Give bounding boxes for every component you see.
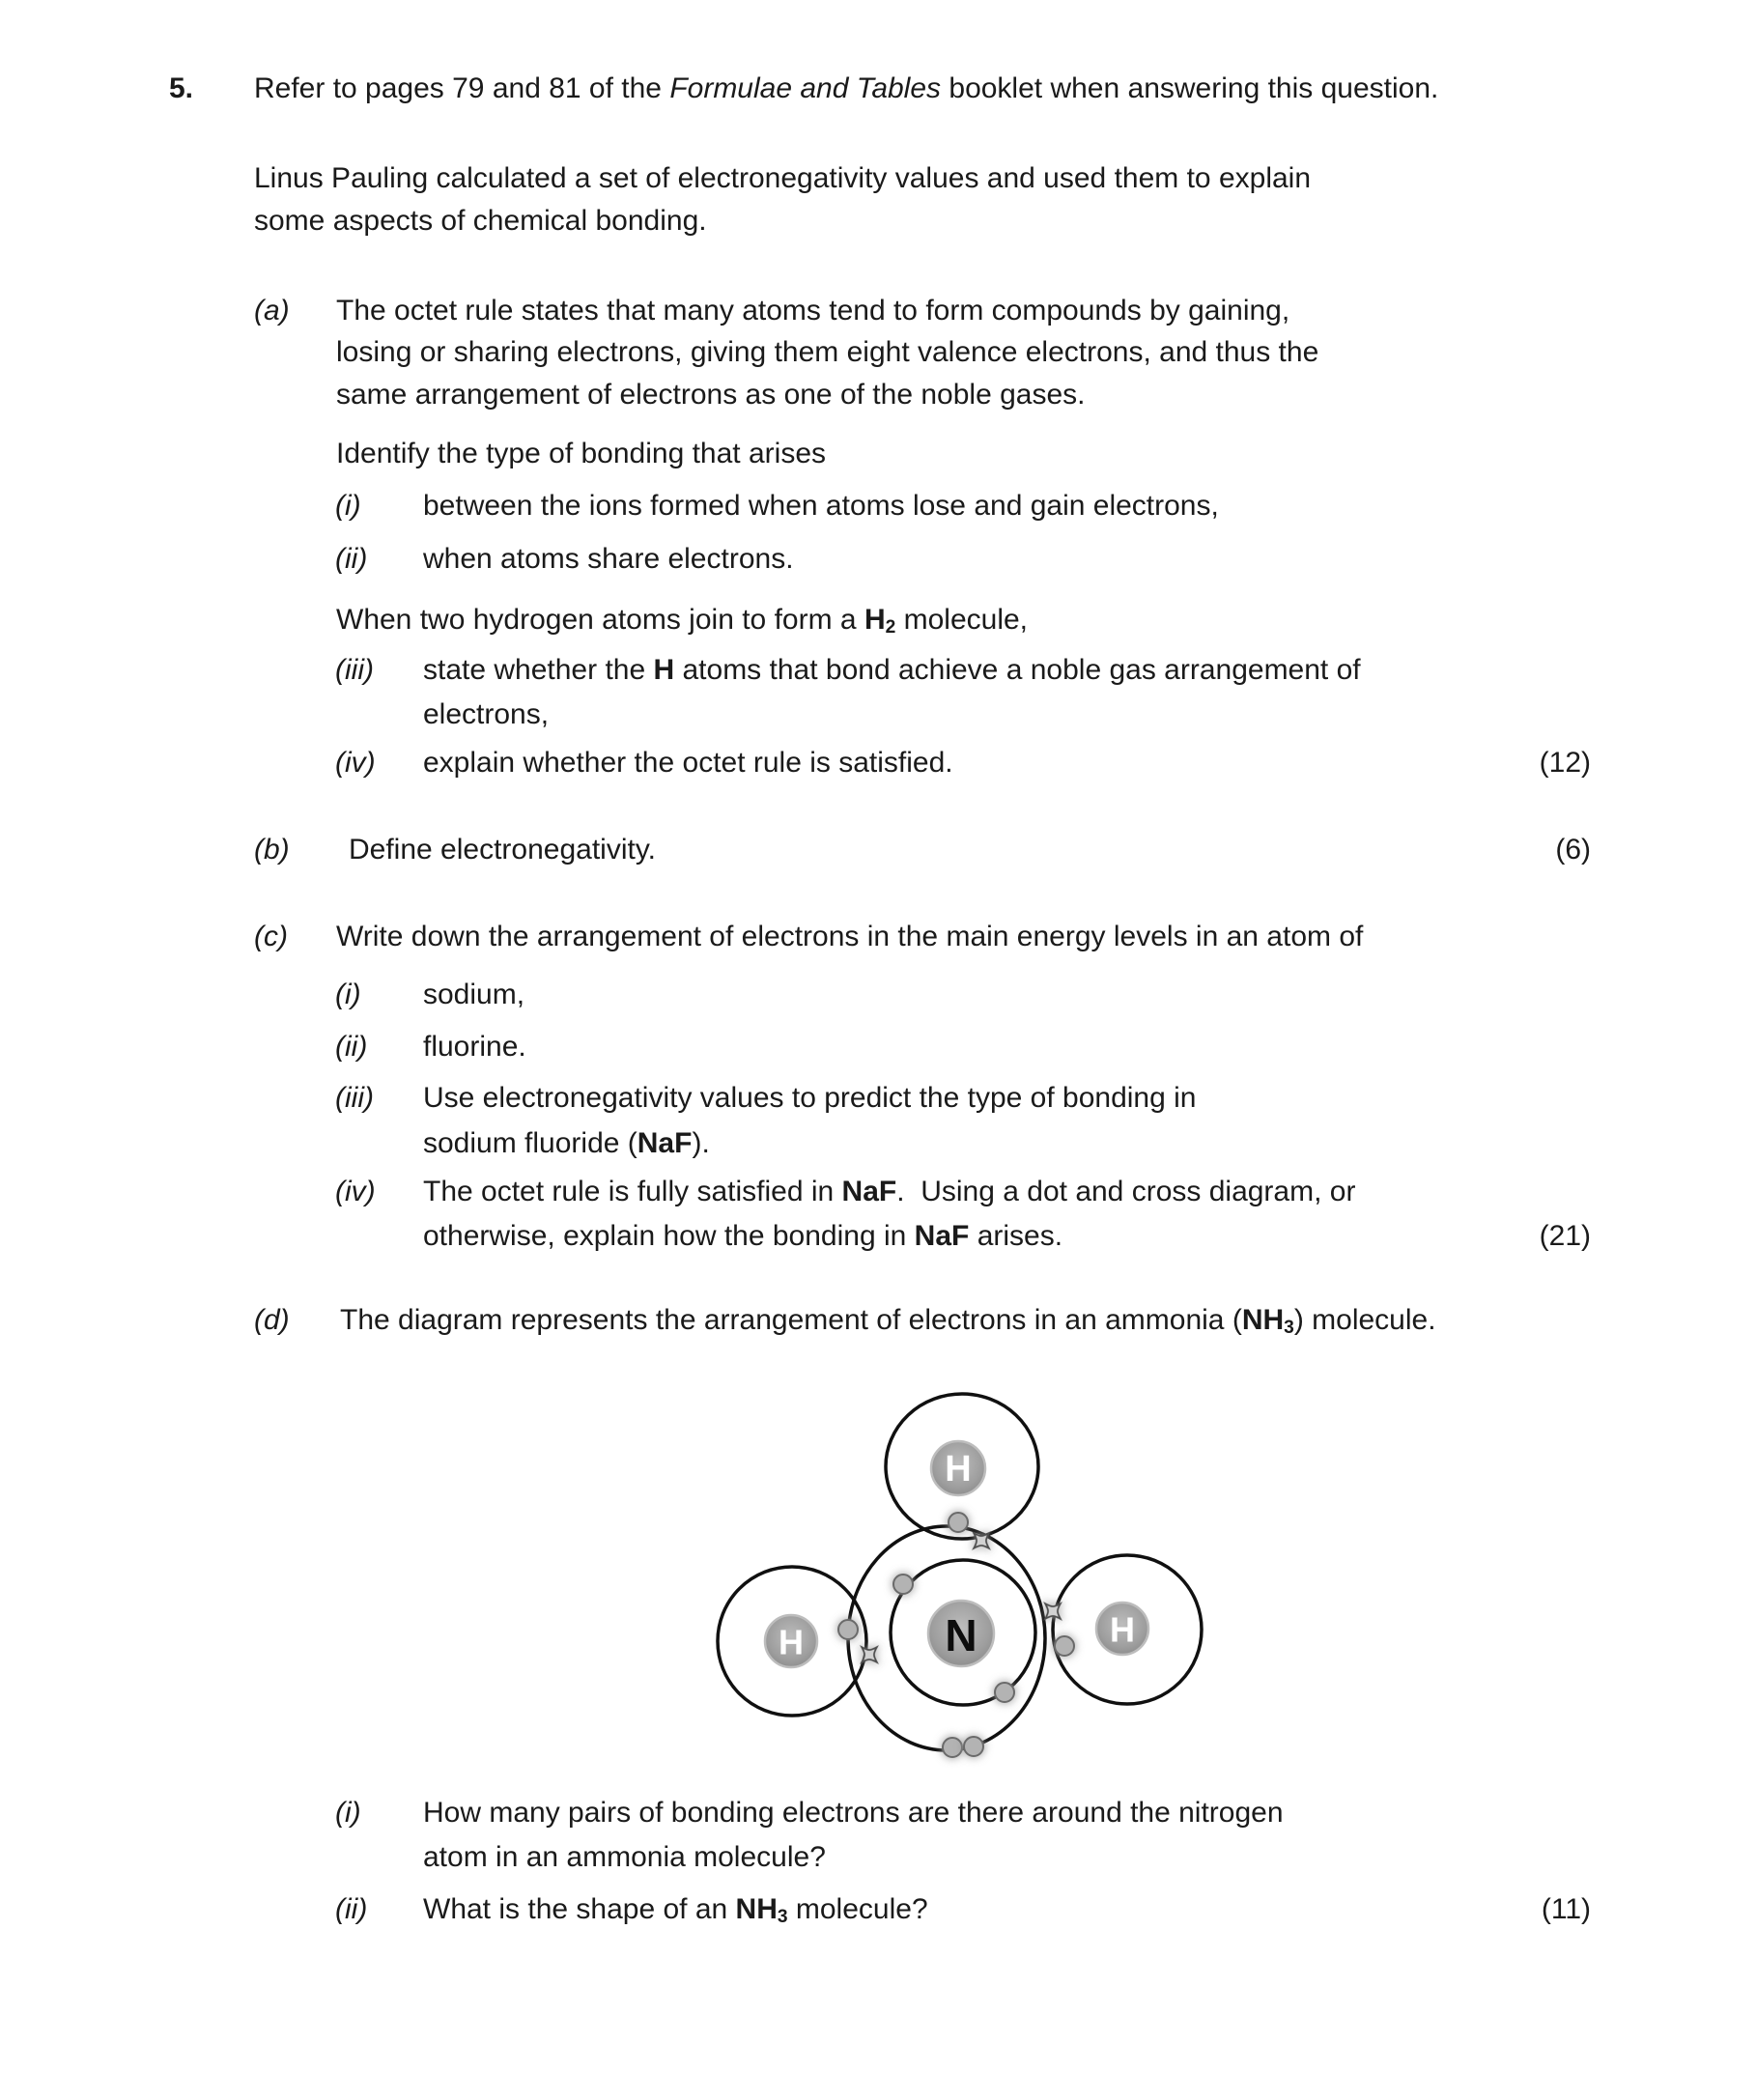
item-marker-iii: (iii) bbox=[335, 654, 374, 686]
text-line: when atoms share electrons. bbox=[423, 543, 794, 575]
part-d-item-i-line-2 bbox=[0, 1841, 1756, 1886]
item-marker-i: (i) bbox=[335, 1797, 361, 1829]
part-a-line-2 bbox=[0, 336, 1756, 381]
bond-electron-dot bbox=[1055, 1636, 1074, 1656]
item-marker-ii: (ii) bbox=[335, 1031, 368, 1063]
item-marker-ii: (ii) bbox=[335, 543, 368, 575]
marks-part-b: (6) bbox=[1555, 834, 1591, 866]
text-line: electrons, bbox=[423, 698, 550, 730]
nitrogen-inner-electron-dot bbox=[995, 1683, 1014, 1702]
part-a-hydrogen-line bbox=[0, 604, 1756, 648]
part-marker-b: (b) bbox=[254, 834, 290, 866]
text-line: some aspects of chemical bonding. bbox=[254, 205, 707, 237]
part-a-item-iv bbox=[0, 747, 1756, 791]
marks-part-c: (21) bbox=[1539, 1220, 1591, 1252]
hydrogen-left-label: H bbox=[779, 1622, 804, 1662]
part-marker-d: (d) bbox=[254, 1304, 290, 1336]
part-a-identify-line bbox=[0, 438, 1756, 482]
text-line: same arrangement of electrons as one of the noble gases. bbox=[336, 379, 1086, 411]
text-line: Define electronegativity. bbox=[349, 834, 656, 866]
text-line: between the ions formed when atoms lose and gain electrons, bbox=[423, 490, 1219, 522]
ammonia-dot-cross-diagram bbox=[715, 1391, 1217, 1789]
text-line: What is the shape of an $NH_3$ molecule? bbox=[423, 1893, 928, 1928]
part-a-row bbox=[0, 295, 1756, 339]
text-line: The octet rule states that many atoms tend to form compounds by gaining, bbox=[336, 295, 1290, 326]
part-c-item-iii-line-2 bbox=[0, 1127, 1756, 1172]
intro-paragraph-line-1 bbox=[0, 162, 1756, 207]
part-c-row bbox=[0, 921, 1756, 965]
item-marker-ii: (ii) bbox=[335, 1893, 368, 1925]
intro-paragraph-line-2 bbox=[0, 205, 1756, 249]
text-line: The diagram represents the arrangement of electrons in an ammonia $(NH_3)$ molecule. bbox=[340, 1304, 1436, 1339]
part-c-item-iii bbox=[0, 1082, 1756, 1126]
text-line: Linus Pauling calculated a set of electronegativity values and used them to explain bbox=[254, 162, 1312, 194]
text-line: otherwise, explain how the bonding in NaF arises. bbox=[423, 1220, 1063, 1252]
part-d-row bbox=[0, 1304, 1756, 1348]
hydrogen-right-label: H bbox=[1110, 1609, 1135, 1650]
text-line: How many pairs of bonding electrons are there around the nitrogen bbox=[423, 1797, 1284, 1829]
item-marker-i: (i) bbox=[335, 490, 361, 522]
item-marker-i: (i) bbox=[335, 979, 361, 1010]
text-line: atom in an ammonia molecule? bbox=[423, 1841, 826, 1873]
text-line: Identify the type of bonding that arises bbox=[336, 438, 826, 469]
question-5-header-row bbox=[0, 72, 1756, 117]
item-marker-iii: (iii) bbox=[335, 1082, 374, 1114]
question-number: 5. bbox=[169, 72, 194, 104]
item-marker-iv: (iv) bbox=[335, 747, 376, 779]
part-a-item-i bbox=[0, 490, 1756, 534]
part-a-line-3 bbox=[0, 379, 1756, 423]
text-line: The octet rule is fully satisfied in NaF. Using a dot and cross diagram, or bbox=[423, 1176, 1356, 1207]
lone-pair bbox=[943, 1737, 983, 1757]
text-line: state whether the H atoms that bond achieve a noble gas arrangement of bbox=[423, 654, 1361, 686]
nitrogen-label: N bbox=[945, 1610, 977, 1660]
part-a-item-iii-line-2 bbox=[0, 698, 1756, 743]
text-line: fluorine. bbox=[423, 1031, 526, 1063]
part-c-item-iv bbox=[0, 1176, 1756, 1220]
part-a-item-ii bbox=[0, 543, 1756, 587]
bond-electron-dot bbox=[949, 1513, 968, 1532]
lone-pair-electron-dot bbox=[964, 1737, 983, 1756]
marks-part-a: (12) bbox=[1539, 747, 1591, 779]
text-line: explain whether the octet rule is satisfied. bbox=[423, 747, 953, 779]
text-line: When two hydrogen atoms join to form a $H_2$ molecule, bbox=[336, 604, 1029, 639]
marks-part-d: (11) bbox=[1541, 1893, 1591, 1925]
intro-line: Refer to pages 79 and 81 of the Formulae and Tables booklet when answering this question. bbox=[254, 72, 1439, 104]
part-marker-a: (a) bbox=[254, 295, 290, 326]
part-c-item-ii bbox=[0, 1031, 1756, 1075]
text-line: sodium, bbox=[423, 979, 525, 1010]
bond-electron-dot bbox=[838, 1620, 858, 1639]
hydrogen-top-label: H bbox=[945, 1449, 972, 1490]
part-d-item-ii bbox=[0, 1893, 1756, 1938]
part-b-row bbox=[0, 834, 1756, 878]
text-line: sodium fluoride (NaF). bbox=[423, 1127, 710, 1159]
part-a-item-iii bbox=[0, 654, 1756, 698]
item-marker-iv: (iv) bbox=[335, 1176, 376, 1207]
part-d-item-i bbox=[0, 1797, 1756, 1841]
nitrogen-inner-electron-dot bbox=[893, 1575, 913, 1594]
part-c-item-iv-line-2 bbox=[0, 1220, 1756, 1264]
part-marker-c: (c) bbox=[254, 921, 288, 952]
lone-pair-electron-dot bbox=[943, 1738, 962, 1757]
part-c-item-i bbox=[0, 979, 1756, 1023]
text-line: Use electronegativity values to predict the type of bonding in bbox=[423, 1082, 1197, 1114]
bond-electron-cross bbox=[854, 1639, 884, 1669]
text-line: losing or sharing electrons, giving them eight valence electrons, and thus the bbox=[336, 336, 1319, 368]
text-line: Write down the arrangement of electrons in the main energy levels in an atom of bbox=[336, 921, 1364, 952]
